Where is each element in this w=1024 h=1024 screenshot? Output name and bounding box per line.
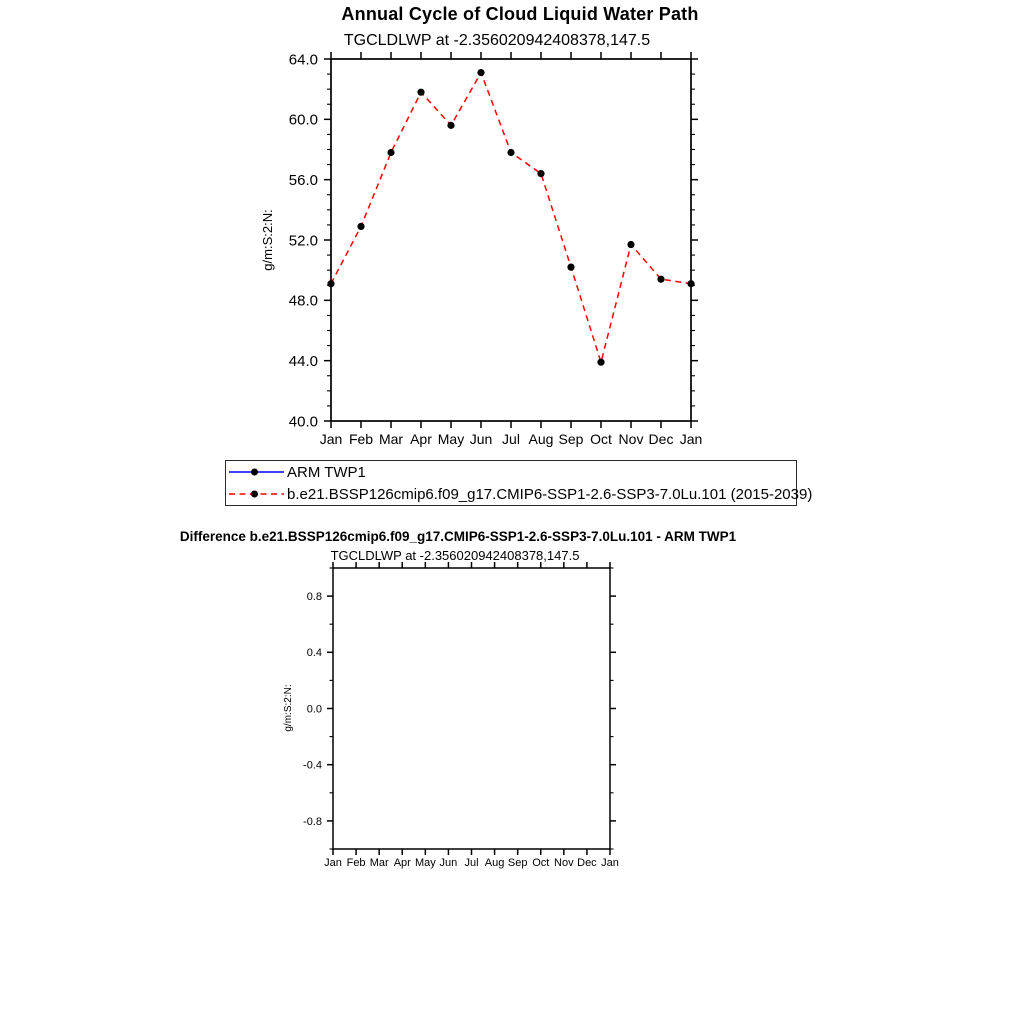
x-tick-label: May: [414, 857, 436, 869]
y-tick-label: 64.0: [288, 51, 318, 69]
x-tick-label: Mar: [369, 857, 389, 869]
legend-label-model-run: b.e21.BSSP126cmip6.f09_g17.CMIP6-SSP1-2.6-SSP3-7.0Lu.101 (2015-2039): [287, 485, 813, 503]
bottom-chart-title: Difference b.e21.BSSP126cmip6.f09_g17.CMIP6-SSP1-2.6-SSP3-7.0Lu.101 - ARM TWP1: [179, 529, 737, 544]
y-tick-label: 0.8: [306, 590, 322, 603]
x-tick-label: May: [437, 431, 465, 447]
y-axis-label: g/m:S:2:N:: [283, 684, 294, 732]
x-tick-label: Mar: [378, 431, 404, 447]
x-tick-label: Sep: [507, 857, 528, 869]
x-tick-label: Jul: [464, 857, 479, 869]
y-tick-label: 48.0: [288, 292, 318, 310]
x-tick-label: Nov: [554, 857, 574, 869]
y-tick-label: 0.0: [306, 703, 322, 716]
x-tick-label: Oct: [590, 431, 612, 447]
x-tick-label: Dec: [648, 431, 674, 447]
legend-label-arm-twp1: ARM TWP1: [287, 463, 366, 481]
x-tick-label: Nov: [618, 431, 644, 447]
x-tick-label: Jan: [679, 431, 703, 447]
bottom-chart-subtitle: TGCLDLWP at -2.356020942408378,147.5: [330, 548, 580, 563]
x-tick-label: Apr: [393, 857, 411, 869]
y-axis-label: g/m:S:2:N:: [260, 209, 275, 271]
x-tick-label: Feb: [346, 857, 366, 869]
y-tick-label: 44.0: [288, 352, 318, 370]
x-tick-label: Aug: [528, 431, 554, 447]
x-tick-label: Jun: [469, 431, 493, 447]
plot-frame: [333, 568, 610, 849]
x-tick-label: Apr: [410, 431, 432, 447]
x-tick-label: Oct: [532, 857, 550, 869]
x-tick-label: Jan: [319, 431, 343, 447]
y-tick-label: -0.4: [303, 759, 322, 772]
x-tick-label: Sep: [558, 431, 584, 447]
y-tick-label: 0.4: [306, 647, 322, 660]
x-tick-label: Jan: [601, 857, 619, 869]
top-chart-subtitle: TGCLDLWP at -2.356020942408378,147.5: [343, 32, 651, 49]
y-tick-label: -0.8: [303, 815, 322, 828]
y-tick-label: 40.0: [288, 413, 318, 431]
x-tick-label: Jul: [502, 431, 520, 447]
x-tick-label: Aug: [484, 857, 505, 869]
x-tick-label: Jan: [324, 857, 342, 869]
top-chart-title: Annual Cycle of Cloud Liquid Water Path: [341, 4, 699, 24]
x-tick-label: Jun: [439, 857, 458, 869]
y-tick-label: 56.0: [288, 171, 318, 189]
x-tick-label: Dec: [577, 857, 597, 869]
y-tick-label: 52.0: [288, 232, 318, 250]
x-tick-label: Feb: [348, 431, 374, 447]
y-tick-label: 60.0: [288, 111, 318, 129]
